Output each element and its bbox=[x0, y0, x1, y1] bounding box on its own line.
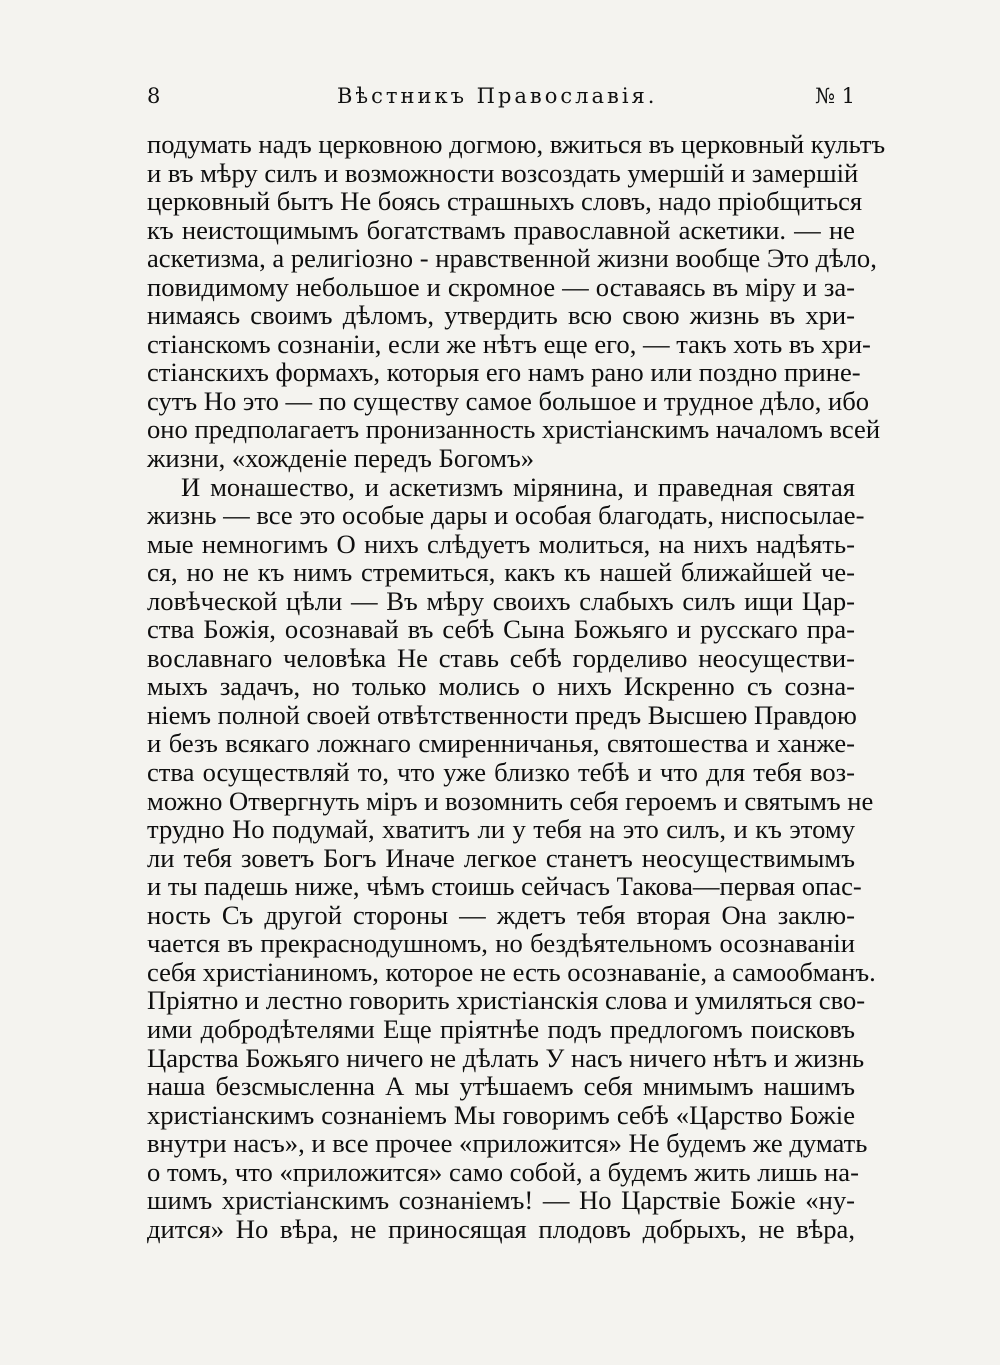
text-line: о томъ, что «приложится» само собой, а будемъ жить лишь на- bbox=[147, 1156, 859, 1187]
body-text bbox=[147, 129, 886, 1244]
paragraph-2 bbox=[147, 471, 876, 1244]
text-line: мые немногимъ О нихъ слѣдуетъ молиться, на нихъ надѣять- bbox=[147, 528, 855, 559]
text-line: ими добродѣтелями Еще пріятнѣе подъ предлогомъ поисковъ bbox=[147, 1013, 855, 1044]
paragraph-1 bbox=[147, 129, 886, 474]
text-line: И монашество, и аскетизмъ мірянина, и праведная святая bbox=[181, 471, 855, 502]
text-line: ства осуществляй то, что уже близко тебѣ и что для тебя воз- bbox=[147, 757, 855, 788]
text-line: ніемъ полной своей отвѣтственности предъ Высшею Правдою bbox=[147, 699, 857, 730]
text-line: и ты падешь ниже, чѣмъ стоишь сейчасъ Такова—первая опас- bbox=[147, 871, 862, 902]
text-line: Царства Божьяго ничего не дѣлать У насъ ничего нѣтъ и жизнь bbox=[147, 1042, 865, 1073]
text-line: внутри насъ», и все прочее «приложится» Не будемъ же думать bbox=[147, 1128, 868, 1159]
text-line: сутъ Но это — по существу самое большое и трудное дѣло, ибо bbox=[147, 385, 870, 416]
text-line: жизнь — все это особые дары и особая благодать, ниспосылае- bbox=[147, 500, 865, 531]
issue-number: № 1 bbox=[815, 84, 855, 108]
text-line: чается въ прекраснодушномъ, но бездѣятельномъ осознаваніи bbox=[147, 928, 855, 959]
text-line: себя христіаниномъ, которое не есть осознаваніе, а самообманъ. bbox=[147, 956, 876, 987]
text-line: жизни, «хожденіе передъ Богомъ» bbox=[147, 443, 535, 474]
text-line: къ неистощимымъ богатствамъ православной аскетики. — не bbox=[147, 214, 855, 245]
text-line: мыхъ задачъ, но только молись о нихъ Искренно съ созна- bbox=[147, 671, 855, 702]
page-number: 8 bbox=[147, 84, 161, 108]
text-line: стіанскомъ сознаніи, если же нѣтъ еще его, — такъ хоть въ хри- bbox=[147, 328, 871, 359]
text-line: ловѣческой цѣли — Въ мѣру своихъ слабыхъ силъ ищи Цар- bbox=[147, 585, 855, 616]
text-line: трудно Но подумай, хватитъ ли у тебя на это силъ, и къ этому bbox=[147, 814, 855, 845]
text-line: и безъ всякаго ложнаго смиренничанья, святошества и ханже- bbox=[147, 728, 855, 759]
text-line: подумать надъ церковною догмою, вжиться въ церковный культъ bbox=[147, 129, 886, 159]
text-line: можно Отвергнуть міръ и возомнить себя героемъ и святымъ не bbox=[147, 785, 874, 816]
text-line: христіанскимъ сознаніемъ Мы говоримъ себѣ «Царство Божіе bbox=[147, 1099, 855, 1130]
text-line: и въ мѣру силъ и возможности возсоздать умершій и замершій bbox=[147, 157, 859, 188]
text-line: дится» Но вѣра, не приносящая плодовъ добрыхъ, не вѣра, bbox=[147, 1213, 855, 1244]
text-line: оно предполагаетъ пронизанность христіанскимъ началомъ всей bbox=[147, 414, 881, 445]
running-title: Вѣстникъ Православія. bbox=[337, 84, 658, 108]
text-line: повидимому небольшое и скромное — оставаясь въ міру и за- bbox=[147, 271, 855, 302]
text-line: нимаясь своимъ дѣломъ, утвердить всю свою жизнь въ хри- bbox=[147, 300, 855, 331]
text-line: аскетизма, а религіозно - нравственной жизни вообще Это дѣло, bbox=[147, 243, 877, 274]
text-line: шимъ христіанскимъ сознаніемъ! — Но Царствіе Божіе «ну- bbox=[147, 1185, 855, 1216]
text-line: Пріятно и лестно говорить христіанскія слова и умиляться сво- bbox=[147, 985, 866, 1016]
text-line: наша безсмысленна А мы утѣшаемъ себя мнимымъ нашимъ bbox=[147, 1071, 855, 1102]
page-header bbox=[147, 78, 855, 118]
text-line: стіанскихъ формахъ, которыя его намъ рано или поздно прине- bbox=[147, 357, 861, 388]
text-line: ность Съ другой стороны — ждетъ тебя вторая Она заклю- bbox=[147, 899, 855, 930]
text-line: ли тебя зоветъ Богъ Иначе легкое станетъ неосуществимымъ bbox=[147, 842, 855, 873]
text-line: вославнаго человѣка Не ставь себѣ горделиво неосуществи- bbox=[147, 642, 855, 673]
text-line: ства Божія, осознавай въ себѣ Сына Божьяго и русскаго пра- bbox=[147, 614, 855, 645]
text-line: ся, но не къ нимъ стремиться, какъ къ нашей ближайшей че- bbox=[147, 557, 855, 588]
text-line: церковный бытъ Не боясь страшныхъ словъ, надо пріобщиться bbox=[147, 186, 863, 217]
